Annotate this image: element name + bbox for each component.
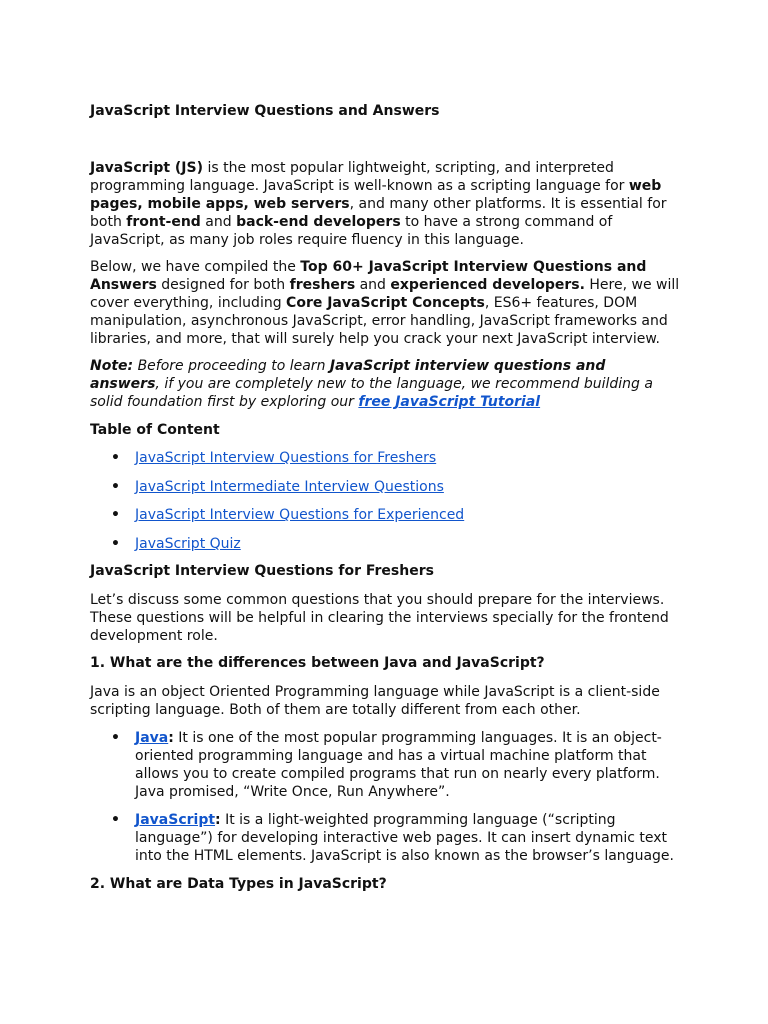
question-2-heading: 2. What are Data Types in JavaScript? [90, 876, 387, 892]
page-title: JavaScript Interview Questions and Answers [90, 103, 440, 119]
question-1-text: Java is an object Oriented Programming language while JavaScript is a client-side scripting language. Both of them are totally different from each other. [90, 684, 660, 718]
bold-text: freshers [289, 277, 356, 293]
freshers-intro: Let’s discuss some common questions that you should prepare for the interviews. These questions will be helpful in clearing the interviews specially for the frontend development role. [90, 592, 669, 644]
toc-item [90, 535, 680, 564]
colon: : [168, 730, 174, 746]
text: , and many other platforms. It is essential for both [90, 196, 667, 230]
javascript-tutorial-link[interactable]: free JavaScript Tutorial [358, 394, 541, 410]
text: It is a light-weighted programming language (“scripting language”) for developing interactive web pages. It can insert dynamic text into the HTML elements. JavaScript is also known as the browser’s language. [135, 812, 674, 864]
text: , if you are completely new to the language, we recommend building a solid foundation first by exploring our [90, 376, 653, 410]
intro-paragraph [90, 159, 680, 249]
bold-text: web pages, mobile apps, web servers [90, 178, 662, 212]
toc-link-quiz[interactable]: JavaScript Quiz [135, 535, 241, 552]
text: to have a strong command of JavaScript, as many job roles require fluency in this language. [90, 214, 613, 248]
toc-link-freshers[interactable]: JavaScript Interview Questions for Freshers [135, 450, 437, 466]
compiled-paragraph [90, 258, 680, 348]
text: and [200, 214, 237, 230]
bold-text: JavaScript interview questions and answers [90, 358, 606, 392]
bold-text: Top 60+ JavaScript Interview Questions and Answers [90, 259, 647, 293]
text: Here, we will cover everything, including [90, 277, 680, 311]
comparison-list [90, 729, 680, 875]
toc-heading: Table of Content [90, 422, 220, 438]
toc-link-intermediate[interactable]: JavaScript Intermediate Interview Questions [135, 478, 444, 495]
note-label: Note: [90, 358, 134, 374]
list-item [90, 729, 680, 801]
text: It is one of the most popular programming languages. It is an object-oriented programming language and has a virtual machine platform that allows you to create compiled programs that run on nearly every platform. Java promised, “Write Once, Run Anywhere”. [135, 730, 662, 800]
note-paragraph [90, 357, 680, 411]
bold-text: back-end developers [236, 214, 401, 230]
toc-item [90, 449, 680, 478]
toc-item [90, 506, 680, 535]
toc-link-experienced[interactable]: JavaScript Interview Questions for Experienced [135, 507, 465, 524]
bold-text: Core JavaScript Concepts [286, 295, 485, 311]
bold-text: experienced developers. [390, 277, 585, 293]
bold-text: JavaScript (JS) [90, 160, 203, 176]
question-1-heading: 1. What are the differences between Java and JavaScript? [90, 655, 545, 671]
freshers-heading: JavaScript Interview Questions for Freshers [90, 563, 434, 579]
javascript-link[interactable]: JavaScript [135, 812, 216, 828]
text: designed for both [156, 277, 290, 293]
text: Below, we have compiled the [90, 259, 301, 275]
text: is the most popular lightweight, scripting, and interpreted programming language. JavaScript is well-known as a scripting language for [90, 160, 629, 194]
java-link[interactable]: Java [135, 730, 169, 746]
table-of-contents [90, 449, 680, 563]
toc-item [90, 478, 680, 507]
text: and [355, 277, 391, 293]
text: Before proceeding to learn [133, 358, 330, 374]
text: , ES6+ features, DOM manipulation, asynchronous JavaScript, error handling, JavaScript frameworks and libraries, and more, that will surely help you crack your next JavaScript interview. [90, 295, 668, 347]
bold-text: front-end [126, 214, 201, 230]
colon: : [215, 812, 221, 828]
list-item [90, 811, 680, 865]
